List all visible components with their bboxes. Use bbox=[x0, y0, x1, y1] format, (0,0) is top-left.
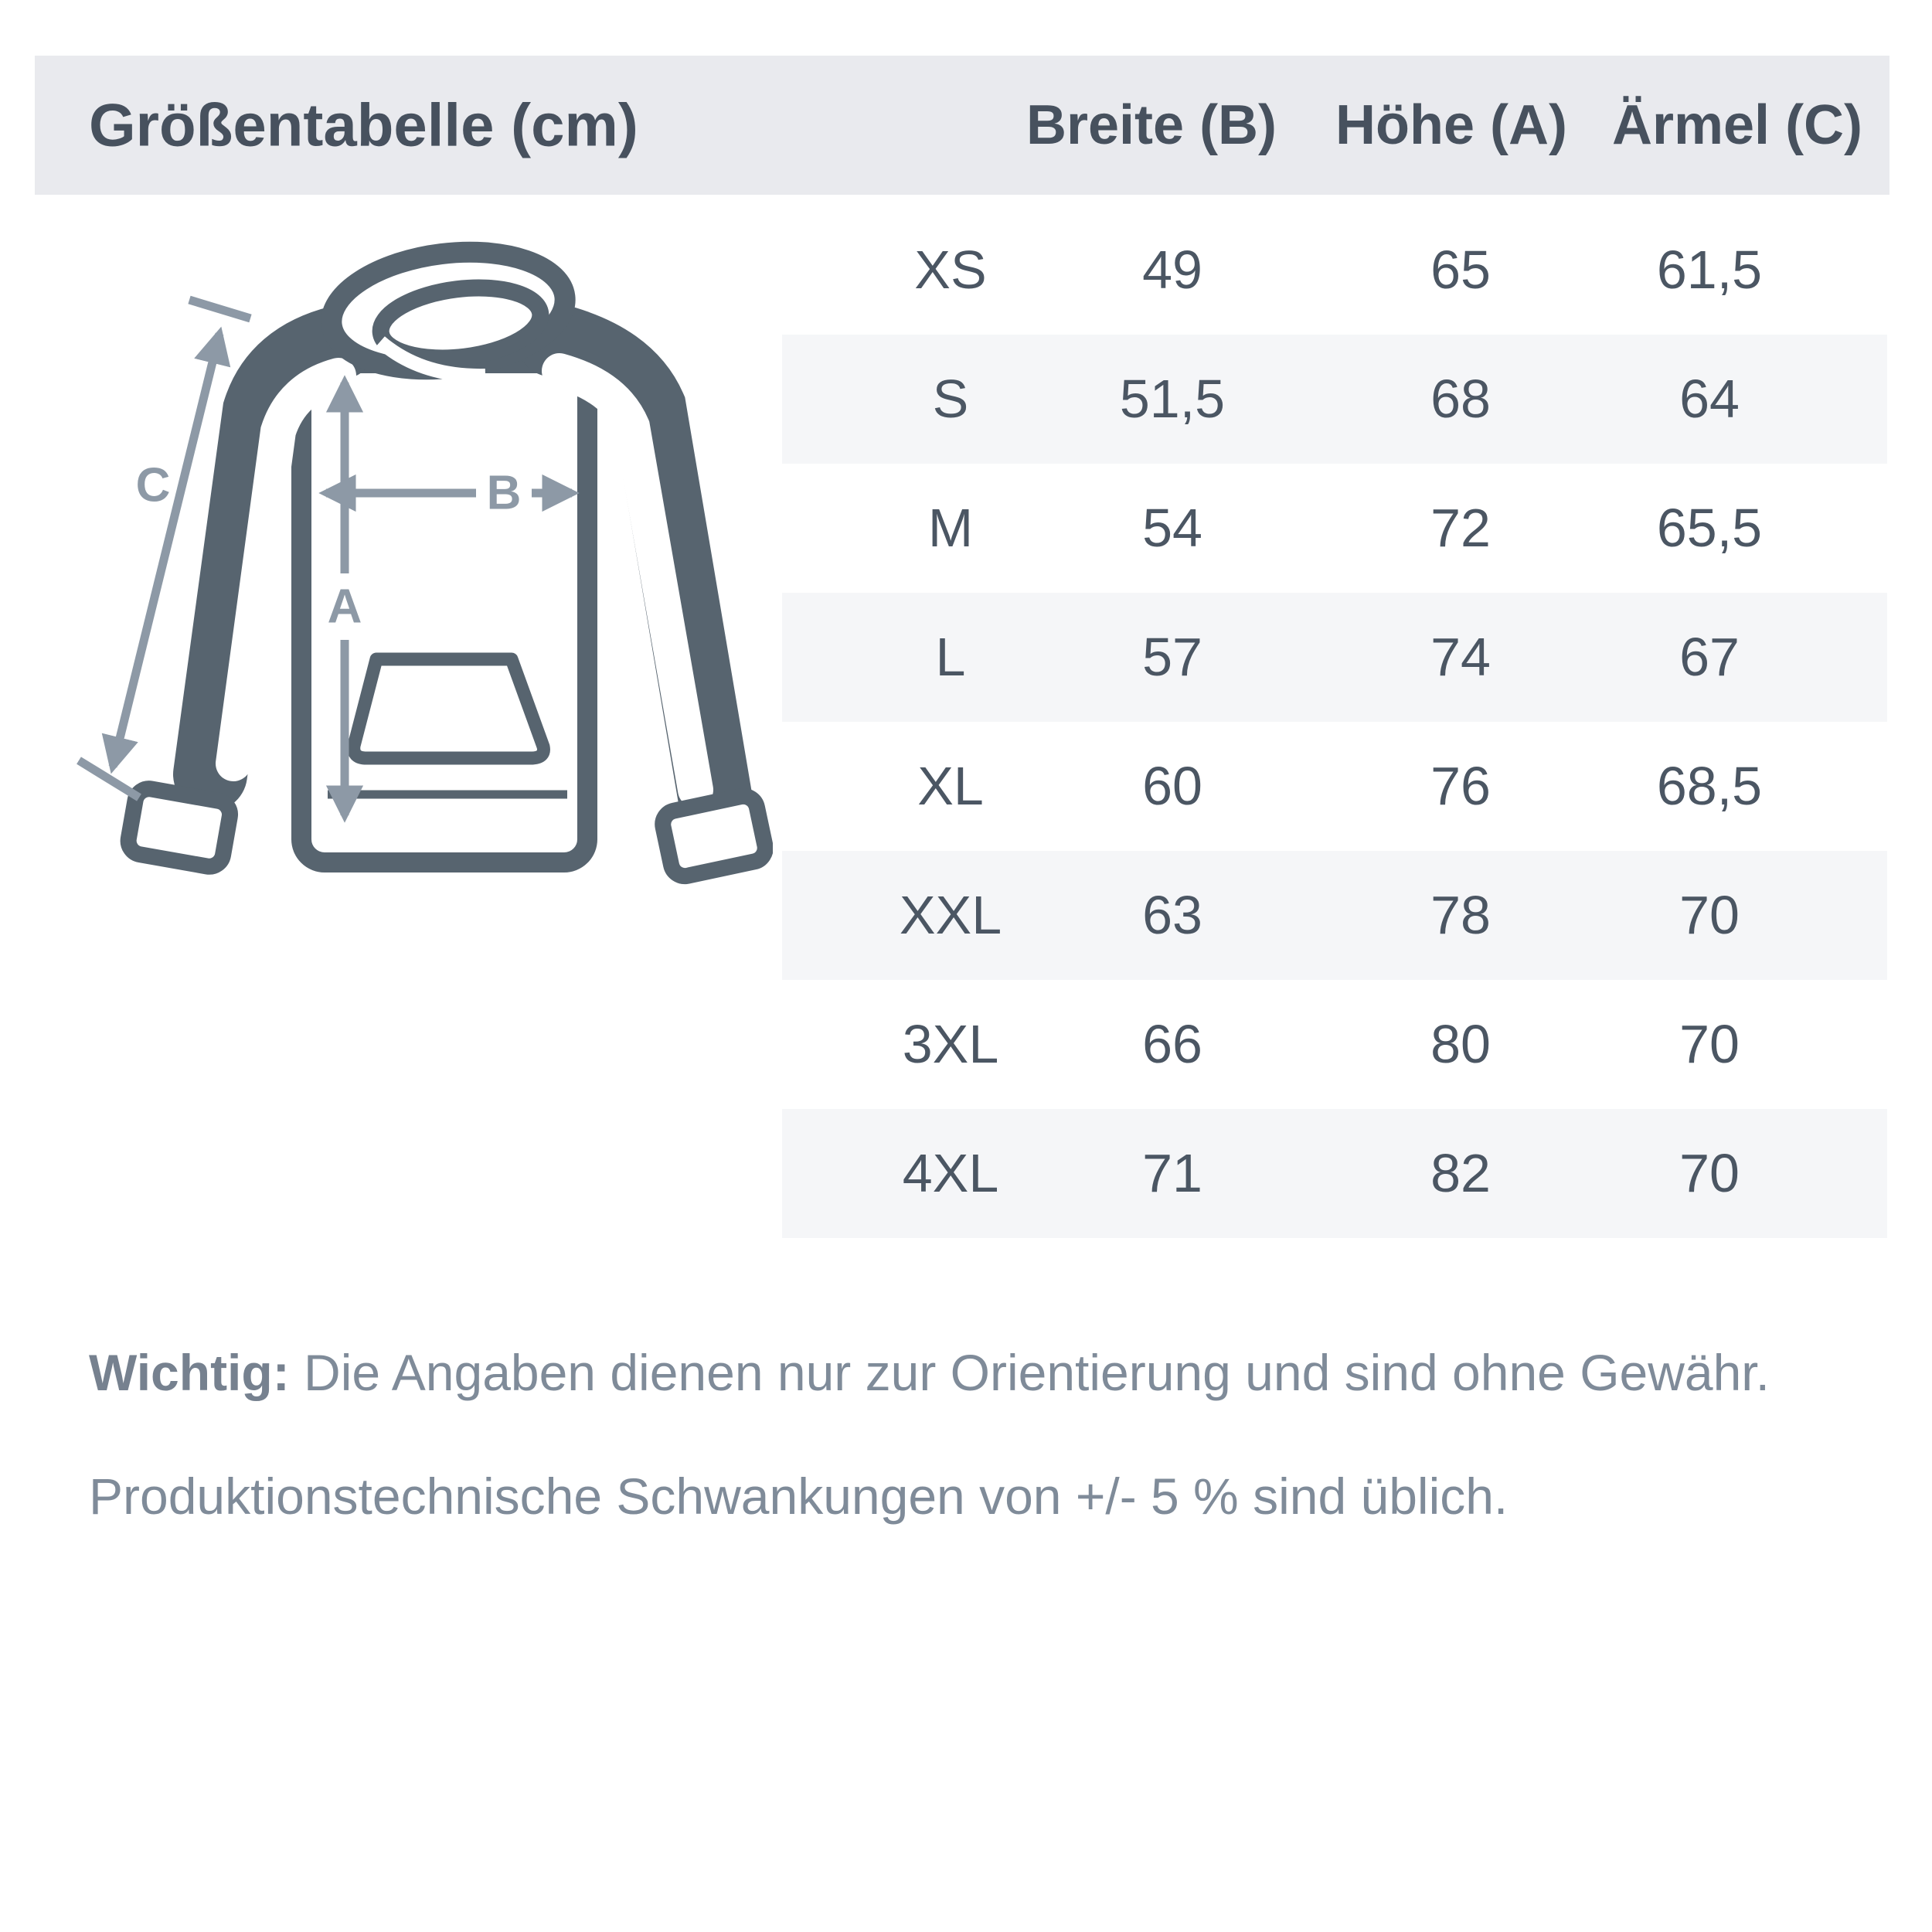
size-cell: XS bbox=[914, 240, 987, 300]
column-header-aermel: Ärmel (C) bbox=[1611, 94, 1863, 156]
size-cell: 4XL bbox=[902, 1143, 999, 1203]
hoehe-cell: 65 bbox=[1430, 240, 1491, 300]
aermel-cell: 68,5 bbox=[1656, 756, 1763, 816]
aermel-cell: 70 bbox=[1679, 1014, 1740, 1074]
breite-cell: 60 bbox=[1142, 756, 1202, 816]
size-table-rows bbox=[782, 206, 1887, 1238]
size-cell: L bbox=[935, 627, 966, 687]
pocket-outline bbox=[354, 659, 544, 758]
hoehe-cell: 68 bbox=[1430, 369, 1491, 429]
table-row-s bbox=[782, 335, 1887, 464]
breite-cell: 54 bbox=[1142, 498, 1202, 558]
size-cell: M bbox=[927, 498, 974, 558]
aermel-cell: 65,5 bbox=[1656, 498, 1763, 558]
table-row-4xl bbox=[782, 1109, 1887, 1238]
hoehe-cell: 72 bbox=[1430, 498, 1491, 558]
table-row-xl bbox=[782, 722, 1887, 851]
disclaimer-line2: Produktionstechnische Schwankungen von +/- 5 % sind üblich. bbox=[89, 1468, 1509, 1525]
label-a: A bbox=[327, 580, 362, 634]
label-b: B bbox=[486, 466, 522, 520]
disclaimer-line1: Die Angaben dienen nur zur Orientierung und sind ohne Gewähr. bbox=[304, 1344, 1770, 1401]
hoehe-cell: 76 bbox=[1430, 756, 1491, 816]
aermel-cell: 70 bbox=[1679, 885, 1740, 945]
hoehe-cell: 74 bbox=[1430, 627, 1491, 687]
breite-cell: 57 bbox=[1142, 627, 1202, 687]
table-row-xs bbox=[782, 206, 1887, 335]
aermel-cell: 64 bbox=[1679, 369, 1740, 429]
disclaimer-note bbox=[89, 1311, 1882, 1558]
hoehe-cell: 80 bbox=[1430, 1014, 1491, 1074]
aermel-cell: 67 bbox=[1679, 627, 1740, 687]
size-cell: S bbox=[932, 369, 969, 429]
aermel-cell: 61,5 bbox=[1656, 240, 1763, 300]
disclaimer-label: Wichtig: bbox=[89, 1344, 290, 1401]
size-cell: 3XL bbox=[902, 1014, 999, 1074]
breite-cell: 51,5 bbox=[1119, 369, 1226, 429]
size-cell: XL bbox=[917, 756, 984, 816]
breite-cell: 49 bbox=[1142, 240, 1202, 300]
table-row-xxl bbox=[782, 851, 1887, 980]
label-c: C bbox=[135, 458, 171, 512]
table-row-3xl bbox=[782, 980, 1887, 1109]
aermel-cell: 70 bbox=[1679, 1143, 1740, 1203]
hoehe-cell: 78 bbox=[1430, 885, 1491, 945]
table-row-l bbox=[782, 593, 1887, 722]
breite-cell: 66 bbox=[1142, 1014, 1202, 1074]
table-row-m bbox=[782, 464, 1887, 593]
breite-cell: 63 bbox=[1142, 885, 1202, 945]
column-header-breite: Breite (B) bbox=[1026, 94, 1277, 156]
hoehe-cell: 82 bbox=[1430, 1143, 1491, 1203]
table-header-band bbox=[35, 56, 1889, 195]
page-title: Größentabelle (cm) bbox=[89, 90, 638, 159]
column-header-hoehe: Höhe (A) bbox=[1335, 94, 1567, 156]
breite-cell: 71 bbox=[1142, 1143, 1202, 1203]
hoodie-measurement-diagram bbox=[31, 216, 773, 912]
size-cell: XXL bbox=[899, 885, 1002, 945]
